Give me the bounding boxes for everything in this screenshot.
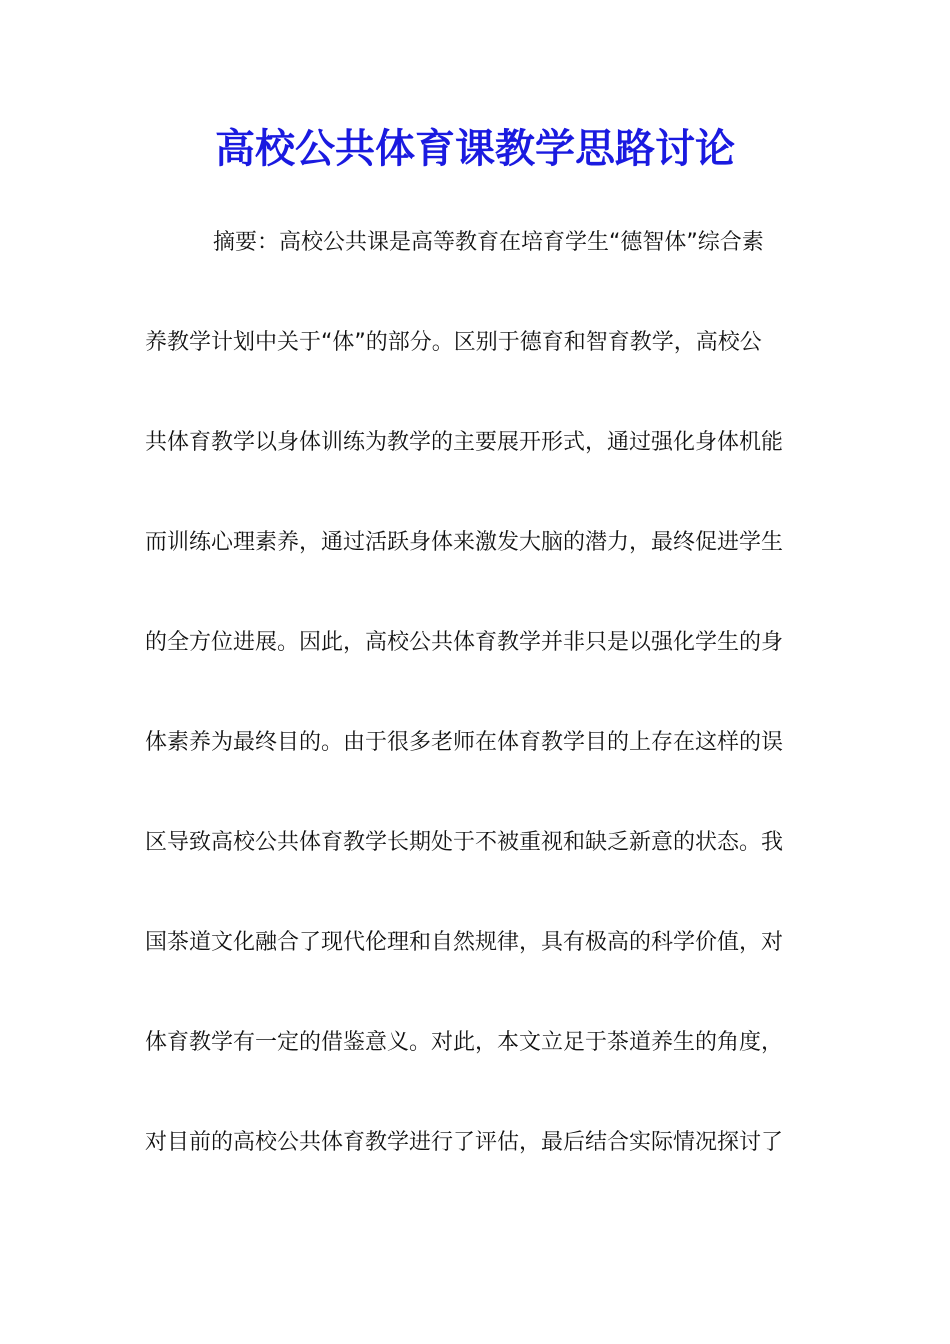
- abstract-paragraph: [145, 215, 807, 1215]
- abstract-line: 共体育教学以身体训练为教学的主要展开形式，通过强化身体机能: [145, 430, 784, 455]
- abstract-line: 体素养为最终目的。由于很多老师在体育教学目的上存在这样的误: [145, 730, 784, 755]
- abstract-line: 而训练心理素养，通过活跃身体来激发大脑的潜力，最终促进学生: [145, 530, 784, 555]
- abstract-line: 摘要：高校公共课是高等教育在培育学生“德智体”综合素: [213, 230, 764, 255]
- abstract-line: 养教学计划中关于“体”的部分。区别于德育和智育教学，高校公: [145, 330, 762, 355]
- document-title: 高校公共体育课教学思路讨论: [215, 125, 735, 172]
- abstract-line: 区导致高校公共体育教学长期处于不被重视和缺乏新意的状态。我: [145, 830, 784, 855]
- abstract-line: 国茶道文化融合了现代伦理和自然规律，具有极高的科学价值，对: [145, 930, 784, 955]
- abstract-line: 体育教学有一定的借鉴意义。对此，本文立足于茶道养生的角度，: [145, 1030, 784, 1055]
- abstract-line: 的全方位进展。因此，高校公共体育教学并非只是以强化学生的身: [145, 630, 784, 655]
- abstract-line: 对目前的高校公共体育教学进行了评估，最后结合实际情况探讨了: [145, 1130, 784, 1155]
